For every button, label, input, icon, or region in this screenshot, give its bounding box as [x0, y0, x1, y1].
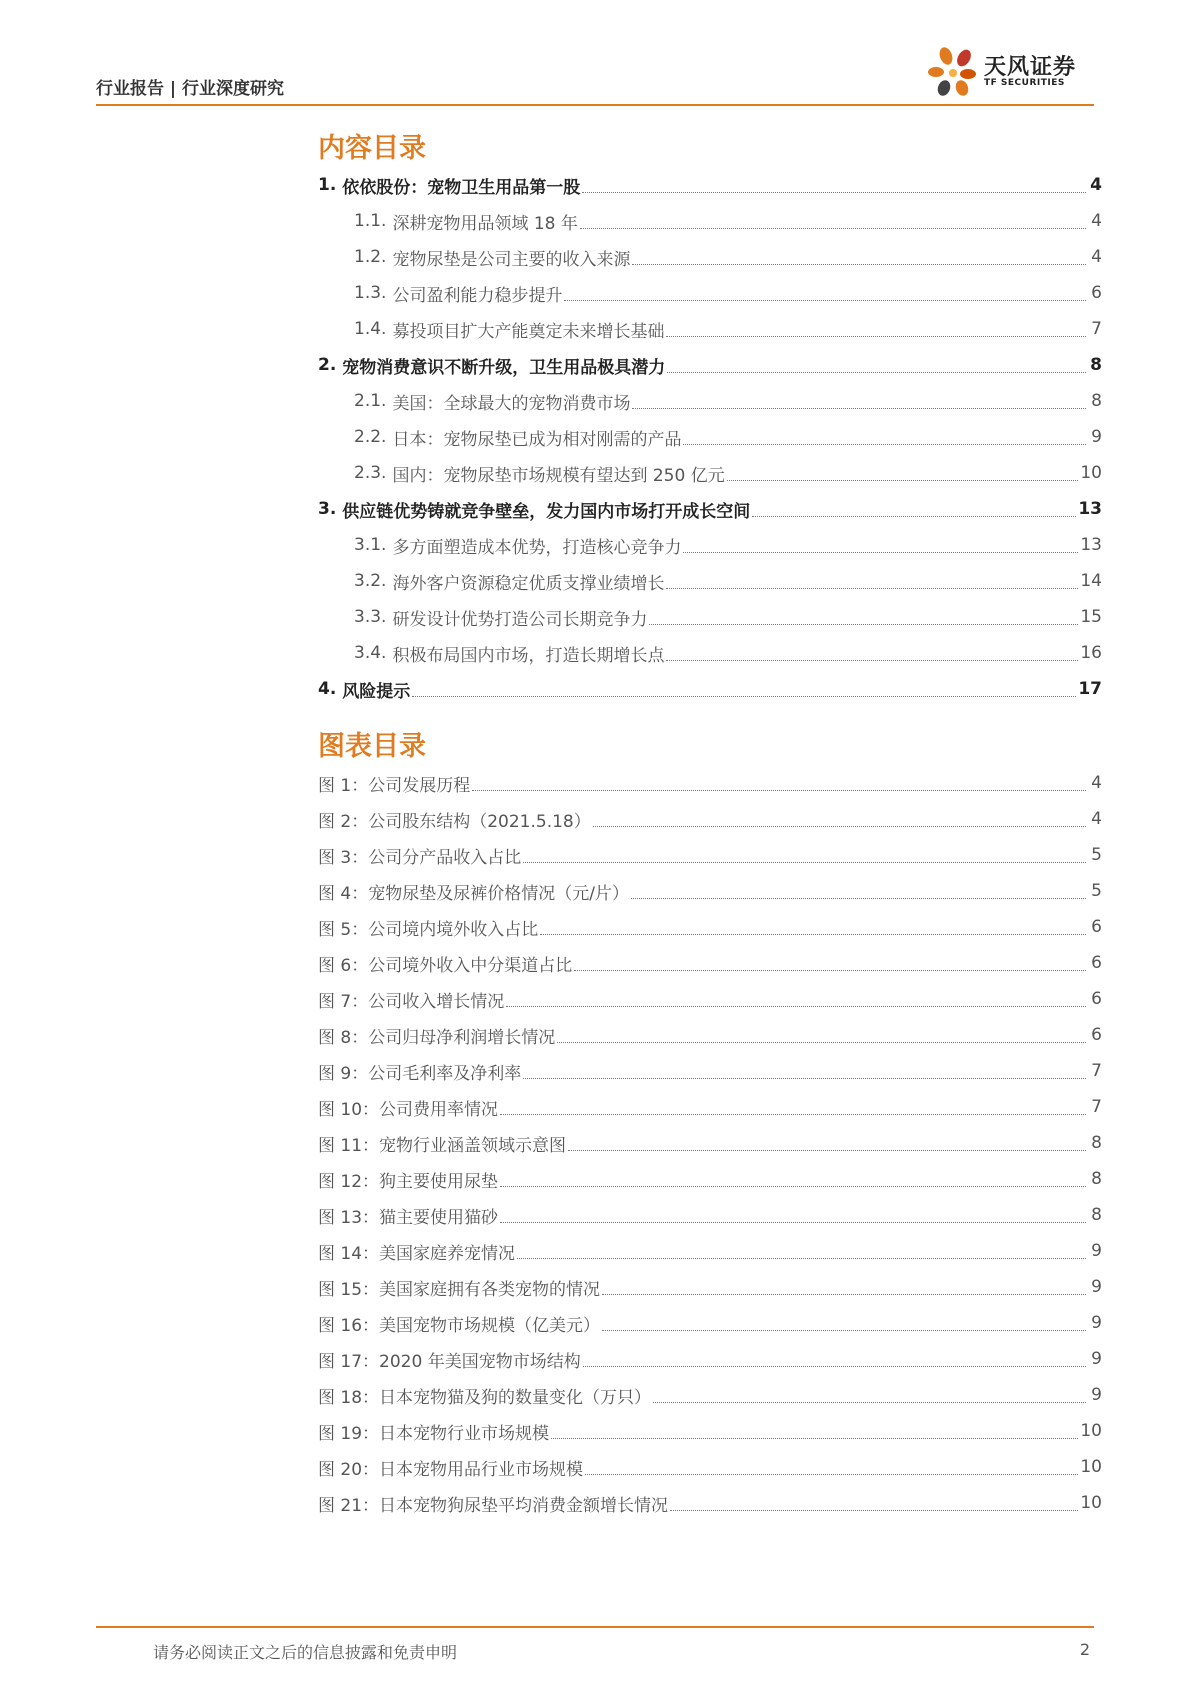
entry-page: 10	[1080, 1457, 1102, 1477]
dot-leader	[582, 192, 1086, 193]
entry-page: 5	[1091, 845, 1102, 865]
dot-leader	[500, 1114, 1086, 1115]
figure-entry[interactable]	[318, 1305, 1102, 1341]
figure-entry[interactable]	[318, 765, 1102, 801]
entry-title: 图 14：美国家庭养宠情况	[318, 1243, 516, 1264]
entry-page: 9	[1091, 1385, 1102, 1405]
figure-entry[interactable]	[318, 1233, 1102, 1269]
entry-page: 17	[1078, 679, 1102, 699]
figure-entry[interactable]	[318, 1125, 1102, 1161]
dot-leader	[683, 444, 1086, 445]
entry-page: 4	[1091, 809, 1102, 829]
entry-number: 3.3.	[354, 607, 387, 627]
header-divider	[96, 104, 1094, 106]
entry-title: 图 4：宠物尿垫及尿裤价格情况（元/片）	[318, 883, 629, 904]
entry-number: 3.4.	[354, 643, 387, 663]
entry-page: 6	[1091, 953, 1102, 973]
entry-page: 7	[1091, 1097, 1102, 1117]
entry-title: 国内：宠物尿垫市场规模有望达到 250 亿元	[392, 465, 725, 486]
entry-number: 1.1.	[354, 211, 387, 231]
entry-title: 图 10：公司费用率情况	[318, 1099, 499, 1120]
entry-page: 9	[1091, 1349, 1102, 1369]
dot-leader	[412, 696, 1076, 697]
dot-leader	[602, 1330, 1086, 1331]
dot-leader	[632, 408, 1086, 409]
entry-title: 图 16：美国宠物市场规模（亿美元）	[318, 1315, 601, 1336]
entry-page: 13	[1078, 499, 1102, 519]
figures-title: 图表目录	[318, 731, 426, 762]
entry-page: 4	[1091, 247, 1102, 267]
entry-page: 6	[1091, 283, 1102, 303]
figure-entry[interactable]	[318, 1197, 1102, 1233]
entry-page: 9	[1091, 427, 1102, 447]
dot-leader	[683, 552, 1078, 553]
contents-title: 内容目录	[318, 133, 426, 164]
entry-page: 7	[1091, 1061, 1102, 1081]
dot-leader	[568, 1150, 1086, 1151]
entry-page: 6	[1091, 989, 1102, 1009]
dot-leader	[653, 1402, 1086, 1403]
entry-title: 依依股份：宠物卫生用品第一股	[342, 177, 581, 198]
entry-number: 2.	[318, 355, 337, 375]
entry-title: 图 19：日本宠物行业市场规模	[318, 1423, 550, 1444]
dot-leader	[583, 1366, 1086, 1367]
entry-page: 8	[1091, 1205, 1102, 1225]
figure-entry[interactable]	[318, 1017, 1102, 1053]
toc-entry[interactable]	[318, 239, 1102, 275]
company-logo	[924, 44, 1094, 100]
entry-title: 图 11：宠物行业涵盖领域示意图	[318, 1135, 567, 1156]
entry-title: 图 7：公司收入增长情况	[318, 991, 505, 1012]
dot-leader	[667, 372, 1086, 373]
dot-leader	[472, 790, 1086, 791]
entry-title: 图 18：日本宠物猫及狗的数量变化（万只）	[318, 1387, 652, 1408]
entry-number: 2.2.	[354, 427, 387, 447]
figure-entry[interactable]	[318, 1449, 1102, 1485]
entry-title: 海外客户资源稳定优质支撑业绩增长	[392, 573, 665, 594]
figure-entry[interactable]	[318, 1161, 1102, 1197]
entry-title: 图 20：日本宠物用品行业市场规模	[318, 1459, 584, 1480]
entry-title: 宠物尿垫是公司主要的收入来源	[392, 249, 631, 270]
figure-entry[interactable]	[318, 873, 1102, 909]
entry-title: 募投项目扩大产能奠定未来增长基础	[392, 321, 665, 342]
figure-entry[interactable]	[318, 837, 1102, 873]
figure-entry[interactable]	[318, 945, 1102, 981]
entry-page: 7	[1091, 319, 1102, 339]
dot-leader	[752, 516, 1076, 517]
dot-leader	[666, 588, 1078, 589]
toc-entry[interactable]	[318, 599, 1102, 635]
toc-entry[interactable]	[318, 167, 1102, 203]
entry-title: 日本：宠物尿垫已成为相对刚需的产品	[392, 429, 682, 450]
entry-title: 图 6：公司境外收入中分渠道占比	[318, 955, 573, 976]
entry-number: 3.1.	[354, 535, 387, 555]
entry-page: 9	[1091, 1241, 1102, 1261]
report-category: 行业报告 | 行业深度研究	[96, 79, 285, 99]
entry-title: 多方面塑造成本优势，打造核心竞争力	[392, 537, 682, 558]
page-header	[96, 55, 1094, 106]
contents-list	[318, 167, 1102, 707]
dot-leader	[500, 1186, 1086, 1187]
figure-entry[interactable]	[318, 1377, 1102, 1413]
entry-title: 图 5：公司境内境外收入占比	[318, 919, 539, 940]
dot-leader	[670, 1510, 1078, 1511]
dot-leader	[631, 898, 1086, 899]
dot-leader	[666, 336, 1086, 337]
entry-page: 9	[1091, 1313, 1102, 1333]
entry-page: 10	[1080, 1421, 1102, 1441]
entry-page: 4	[1090, 175, 1102, 195]
dot-leader	[506, 1006, 1086, 1007]
entry-page: 8	[1091, 391, 1102, 411]
entry-title: 图 9：公司毛利率及净利率	[318, 1063, 522, 1084]
entry-title: 研发设计优势打造公司长期竞争力	[392, 609, 648, 630]
figures-list	[318, 765, 1102, 1521]
toc-entry[interactable]	[318, 347, 1102, 383]
toc-entry[interactable]	[318, 563, 1102, 599]
entry-page: 4	[1091, 211, 1102, 231]
toc-entry[interactable]	[318, 455, 1102, 491]
figure-entry[interactable]	[318, 1053, 1102, 1089]
figure-entry[interactable]	[318, 1269, 1102, 1305]
entry-page: 8	[1091, 1169, 1102, 1189]
entry-page: 15	[1080, 607, 1102, 627]
entry-title: 公司盈利能力稳步提升	[392, 285, 563, 306]
figure-entry[interactable]	[318, 981, 1102, 1017]
entry-number: 3.2.	[354, 571, 387, 591]
toc-entry[interactable]	[318, 635, 1102, 671]
dot-leader	[632, 264, 1086, 265]
entry-page: 8	[1091, 1133, 1102, 1153]
dot-leader	[727, 480, 1079, 481]
entry-number: 4.	[318, 679, 337, 699]
entry-title: 图 21：日本宠物狗尿垫平均消费金额增长情况	[318, 1495, 669, 1516]
dot-leader	[580, 228, 1086, 229]
page-number: 2	[1079, 1640, 1090, 1659]
dot-leader	[523, 1078, 1086, 1079]
dot-leader	[602, 1294, 1086, 1295]
entry-title: 美国：全球最大的宠物消费市场	[392, 393, 631, 414]
dot-leader	[523, 862, 1086, 863]
figure-entry[interactable]	[318, 1413, 1102, 1449]
entry-page: 10	[1080, 463, 1102, 483]
toc-entry[interactable]	[318, 671, 1102, 707]
entry-number: 1.3.	[354, 283, 387, 303]
logo-english-text: TF SECURITIES	[984, 78, 1065, 88]
entry-title: 图 1：公司发展历程	[318, 775, 471, 796]
entry-page: 13	[1080, 535, 1102, 555]
entry-title: 供应链优势铸就竞争壁垒，发力国内市场打开成长空间	[342, 501, 751, 522]
figure-entry[interactable]	[318, 1341, 1102, 1377]
dot-leader	[585, 1474, 1078, 1475]
figure-entry[interactable]	[318, 1089, 1102, 1125]
entry-title: 图 13：猫主要使用猫砂	[318, 1207, 499, 1228]
entry-number: 1.4.	[354, 319, 387, 339]
dot-leader	[666, 660, 1078, 661]
entry-title: 图 2：公司股东结构（2021.5.18）	[318, 811, 591, 832]
footer-disclaimer: 请务必阅读正文之后的信息披露和免责申明	[153, 1643, 458, 1662]
toc-entry[interactable]	[318, 491, 1102, 527]
figure-entry[interactable]	[318, 1485, 1102, 1521]
dot-leader	[593, 826, 1086, 827]
footer-divider	[96, 1626, 1094, 1628]
entry-page: 4	[1091, 773, 1102, 793]
entry-number: 2.1.	[354, 391, 387, 411]
entry-page: 14	[1080, 571, 1102, 591]
entry-page: 6	[1091, 917, 1102, 937]
entry-page: 6	[1091, 1025, 1102, 1045]
entry-page: 8	[1090, 355, 1102, 375]
toc-entry[interactable]	[318, 383, 1102, 419]
entry-page: 16	[1080, 643, 1102, 663]
figure-entry[interactable]	[318, 801, 1102, 837]
entry-title: 图 17：2020 年美国宠物市场结构	[318, 1351, 581, 1372]
dot-leader	[540, 934, 1086, 935]
dot-leader	[551, 1438, 1078, 1439]
toc-entry[interactable]	[318, 203, 1102, 239]
entry-title: 深耕宠物用品领域 18 年	[392, 213, 578, 234]
dot-leader	[649, 624, 1078, 625]
dot-leader	[557, 1042, 1086, 1043]
toc-entry[interactable]	[318, 419, 1102, 455]
entry-page: 10	[1080, 1493, 1102, 1513]
toc-entry[interactable]	[318, 311, 1102, 347]
figure-entry[interactable]	[318, 909, 1102, 945]
dot-leader	[500, 1222, 1086, 1223]
entry-number: 3.	[318, 499, 337, 519]
entry-title: 图 15：美国家庭拥有各类宠物的情况	[318, 1279, 601, 1300]
entry-title: 宠物消费意识不断升级，卫生用品极具潜力	[342, 357, 666, 378]
toc-entry[interactable]	[318, 275, 1102, 311]
dot-leader	[517, 1258, 1086, 1259]
entry-page: 5	[1091, 881, 1102, 901]
entry-title: 图 8：公司归母净利润增长情况	[318, 1027, 556, 1048]
entry-number: 2.3.	[354, 463, 387, 483]
entry-number: 1.2.	[354, 247, 387, 267]
dot-leader	[574, 970, 1086, 971]
logo-chinese-text: 天风证券	[984, 55, 1077, 80]
entry-title: 积极布局国内市场，打造长期增长点	[392, 645, 665, 666]
entry-title: 图 12：狗主要使用尿垫	[318, 1171, 499, 1192]
toc-entry[interactable]	[318, 527, 1102, 563]
entry-number: 1.	[318, 175, 337, 195]
entry-title: 风险提示	[342, 681, 411, 702]
flower-logo-icon	[924, 44, 982, 100]
entry-page: 9	[1091, 1277, 1102, 1297]
entry-title: 图 3：公司分产品收入占比	[318, 847, 522, 868]
dot-leader	[564, 300, 1086, 301]
